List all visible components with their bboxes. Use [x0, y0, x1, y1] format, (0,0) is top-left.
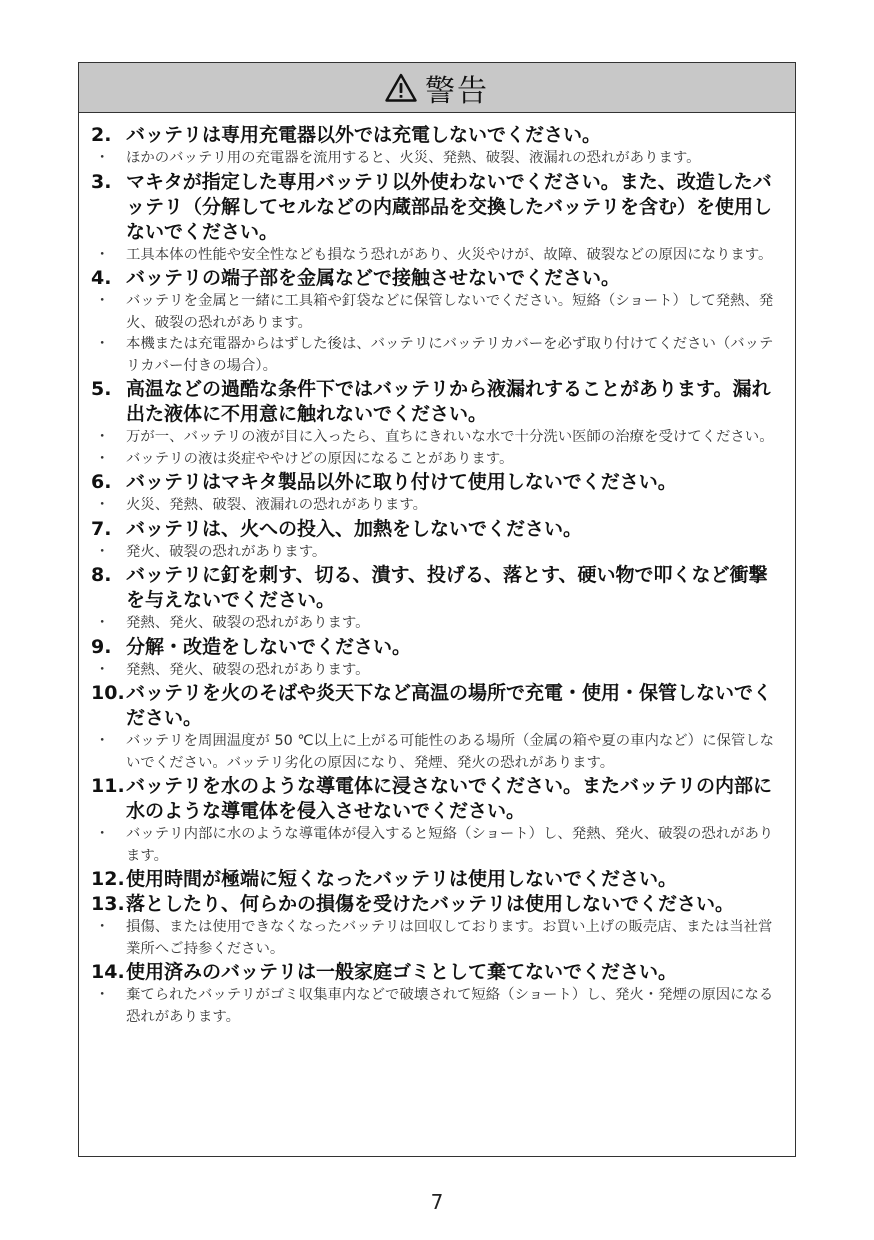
note-bullet: ・	[95, 543, 110, 560]
note-bullet: ・	[95, 150, 110, 166]
warning-item-number: 4.	[91, 267, 112, 289]
warning-item	[91, 774, 783, 867]
warning-note-text: バッテリの液は炎症ややけどの原因になることがあります。	[126, 450, 514, 467]
warning-note-text: 発熱、発火、破裂の恐れがあります。	[126, 615, 370, 631]
note-bullet: ・	[95, 826, 110, 842]
warning-item-heading	[91, 892, 783, 917]
warning-note	[91, 542, 783, 564]
warning-item	[91, 563, 783, 635]
warning-item-title: バッテリを火のそばや炎天下など高温の場所で充電・使用・保管しないでください。	[126, 682, 773, 729]
warning-item-title: 分解・改造をしないでください。	[126, 635, 412, 658]
warning-note	[91, 917, 783, 960]
warning-item	[91, 681, 783, 774]
warning-item-title: 落としたり、何らかの損傷を受けたバッテリは使用しないでください。	[126, 893, 735, 915]
warning-item-number: 11.	[91, 775, 125, 797]
warning-item-heading	[91, 681, 783, 731]
warning-item-heading	[91, 377, 783, 427]
warning-item-heading	[91, 867, 783, 892]
warning-item-title: 高温などの過酷な条件下ではバッテリから液漏れすることがあります。漏れ出た液体に不用意に触れないでください。	[126, 378, 771, 425]
warning-note-text: 本機または充電器からはずした後は、バッテリにバッテリカバーを必ず取り付けてください（バッテリカバー付きの場合）。	[126, 336, 774, 374]
warning-note	[91, 613, 783, 635]
warning-note-text: バッテリを周囲温度が 50 ℃以上に上がる可能性のある場所（金属の箱や夏の車内など）に保管しないでください。バッテリ劣化の原因になり、発煙、発火の恐れがあります。	[126, 733, 775, 771]
warning-item	[91, 960, 783, 1028]
warning-note	[91, 731, 783, 774]
note-bullet: ・	[95, 246, 110, 263]
note-bullet: ・	[95, 733, 110, 749]
note-bullet: ・	[95, 336, 110, 352]
page-number: 7	[430, 1190, 444, 1214]
note-bullet: ・	[95, 429, 110, 445]
warning-note	[91, 148, 783, 170]
warning-note	[91, 985, 783, 1028]
warning-item-heading	[91, 470, 783, 495]
warning-item-title: バッテリはマキタ製品以外に取り付けて使用しないでください。	[126, 471, 677, 493]
warning-item	[91, 377, 783, 470]
warning-note	[91, 334, 783, 377]
warning-item-title: バッテリの端子部を金属などで接触させないでください。	[126, 267, 621, 289]
warning-note-text: バッテリ内部に水のような導電体が侵入すると短絡（ショート）し、発熱、発火、破裂の恐れがあります。	[126, 826, 774, 864]
warning-note	[91, 427, 783, 449]
warning-note-text: 火災、発熱、破裂、液漏れの恐れがあります。	[126, 497, 428, 513]
warning-item-title: 使用済みのバッテリは一般家庭ゴミとして棄てないでください。	[126, 961, 678, 983]
warning-title: 警告	[425, 73, 489, 109]
warning-item-title: バッテリは専用充電器以外では充電しないでください。	[126, 124, 602, 146]
warning-item-title: 使用時間が極端に短くなったバッテリは使用しないでください。	[126, 868, 678, 890]
note-bullet: ・	[95, 661, 110, 678]
warning-note	[91, 245, 783, 267]
warning-note-text: 発火、破裂の恐れがあります。	[126, 543, 327, 560]
warning-note	[91, 660, 783, 682]
warning-item-heading	[91, 266, 783, 291]
warning-item	[91, 266, 783, 377]
warning-item-heading	[91, 123, 783, 148]
warning-item-heading	[91, 517, 783, 542]
warning-item-title: バッテリに釘を刺す、切る、潰す、投げる、落とす、硬い物で叩くなど衝撃を与えないでください。	[126, 564, 768, 611]
note-bullet: ・	[95, 497, 110, 513]
note-bullet: ・	[95, 615, 110, 631]
warning-item-number: 12.	[91, 868, 125, 890]
warning-item-number: 10.	[91, 682, 125, 704]
warning-item-number: 2.	[91, 124, 112, 146]
warning-item-number: 13.	[91, 893, 125, 915]
warning-item-heading	[91, 635, 783, 660]
warning-item-heading	[91, 960, 783, 985]
warning-note-text: 工具本体の性能や安全性なども損なう恐れがあり、火災やけが、故障、破裂などの原因になります。	[126, 246, 773, 263]
warning-item	[91, 123, 783, 170]
warning-note	[91, 495, 783, 517]
warning-list	[79, 113, 795, 1028]
warning-item-number: 7.	[91, 517, 112, 540]
warning-item-heading	[91, 563, 783, 613]
warning-item-heading	[91, 774, 783, 824]
warning-triangle-icon	[385, 73, 417, 103]
warning-note	[91, 291, 783, 334]
warning-note-text: 損傷、または使用できなくなったバッテリは回収しております。お買い上げの販売店、または当社営業所へご持参ください。	[126, 919, 773, 957]
warning-item	[91, 867, 783, 892]
warning-item-title: マキタが指定した専用バッテリ以外使わないでください。また、改造したバッテリ（分解してセルなどの内蔵部品を交換したバッテリを含む）を使用しないでください。	[126, 170, 773, 243]
warning-item-number: 8.	[91, 564, 112, 586]
warning-item	[91, 170, 783, 267]
warning-item	[91, 470, 783, 517]
note-bullet: ・	[95, 987, 110, 1003]
note-bullet: ・	[95, 450, 110, 467]
warning-item-number: 9.	[91, 635, 112, 658]
warning-item-number: 6.	[91, 471, 112, 493]
warning-item-heading	[91, 170, 783, 245]
warning-note-text: 棄てられたバッテリがゴミ収集車内などで破壊されて短絡（ショート）し、発火・発煙の原因になる恐れがあります。	[126, 987, 774, 1025]
warning-item	[91, 635, 783, 682]
warning-item	[91, 517, 783, 564]
warning-item-number: 14.	[91, 961, 125, 983]
warning-header	[79, 63, 795, 113]
warning-item-number: 5.	[91, 378, 112, 400]
warning-item-number: 3.	[91, 170, 112, 193]
warning-note-text: 万が一、バッテリの液が目に入ったら、直ちにきれいな水で十分洗い医師の治療を受けてください。	[126, 429, 774, 445]
warning-note-text: ほかのバッテリ用の充電器を流用すると、火災、発熱、破裂、液漏れの恐れがあります。	[126, 150, 701, 166]
warning-note-text: 発熱、発火、破裂の恐れがあります。	[126, 661, 370, 678]
warning-note-text: バッテリを金属と一緒に工具箱や釘袋などに保管しないでください。短絡（ショート）して発熱、発火、破裂の恐れがあります。	[126, 293, 774, 331]
warning-note	[91, 824, 783, 867]
warning-box	[78, 62, 796, 1157]
warning-note	[91, 449, 783, 471]
warning-item	[91, 892, 783, 960]
note-bullet: ・	[95, 293, 110, 309]
warning-item-title: バッテリは、火への投入、加熱をしないでください。	[126, 517, 583, 540]
note-bullet: ・	[95, 919, 110, 935]
warning-item-title: バッテリを水のような導電体に浸さないでください。またバッテリの内部に水のような導電体を侵入させないでください。	[126, 775, 773, 822]
